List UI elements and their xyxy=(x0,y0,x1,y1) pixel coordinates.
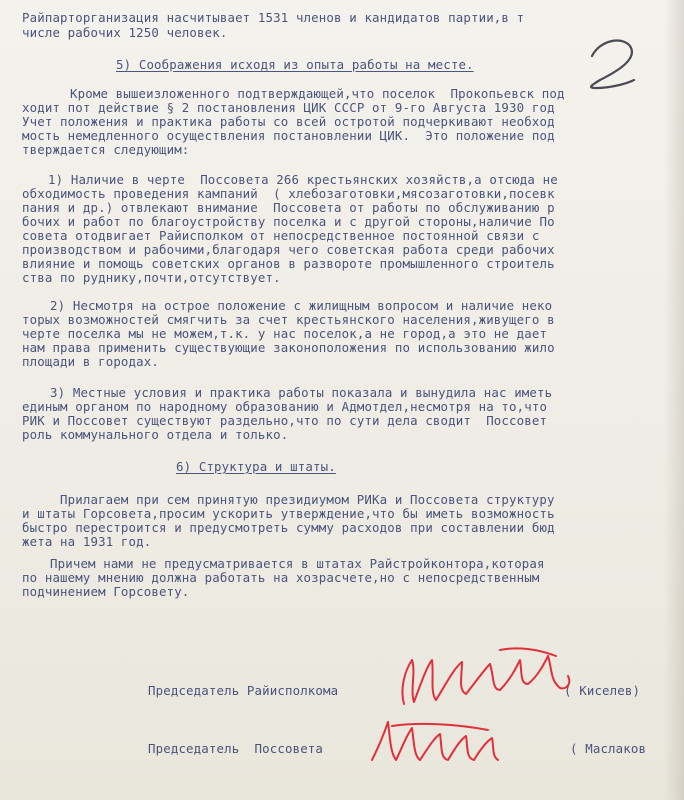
paragraph-line: и штаты Горсовета,просим ускорить утверждение,что бы иметь возможность xyxy=(22,506,555,521)
paragraph-line: 2) Несмотря на острое положение с жилищным вопросом и наличие неко xyxy=(50,298,553,313)
paragraph-line: производством и рабочими,благодаря чего советская работа среди рабочих xyxy=(22,242,555,257)
paragraph-line: быстро перестроится и предусмотреть сумму расходов при составлении бюд xyxy=(22,520,555,535)
page-edge-shadow xyxy=(664,0,684,800)
paragraph-line: обходимость проведения кампаний ( хлебозаготовки,мясозаготовки,посевк xyxy=(22,186,555,201)
paragraph-line: подчинением Горсовету. xyxy=(22,584,190,599)
paragraph-line: Причем нами не предусматривается в штатах Райстройконтора,которая xyxy=(50,556,545,571)
paragraph-line: бочих и работ по благоустройству поселка и с другой стороны,наличие По xyxy=(22,214,555,229)
signature-title-possovet: Председатель Поссовета xyxy=(148,741,324,756)
section-6-heading: 6) Структура и штаты. xyxy=(176,459,336,474)
paragraph-line: пания и др.) отвлекают внимание Поссовета от работы по обслуживанию р xyxy=(22,200,555,215)
intro-line-1: Райпарторганизация насчитывает 1531 членов и кандидатов партии,в т xyxy=(22,10,525,25)
paragraph-line: Учет положения и практика работы со всей остротой подчеркивают необход xyxy=(22,114,555,129)
paragraph-line: черте поселка мы не можем,т.к. у нас поселок,а не город,а это не дает xyxy=(22,326,548,341)
paragraph-line: жета на 1931 год. xyxy=(22,534,152,549)
paragraph-line: по нашему мнению должна работать на хозрасчете,но с непосредственным xyxy=(22,570,540,585)
paragraph-line: нам права применить существующие законоположения по использованию жило xyxy=(22,340,555,355)
paragraph-line: РИК и Поссовет существуют раздельно,что по сути дела сводит Поссовет xyxy=(22,413,548,428)
signature-name-kiselev: ( Киселев) xyxy=(564,683,641,698)
signature-name-maslakov: ( Маслаков xyxy=(570,741,647,756)
paragraph-line: мость немедленного осуществления постановлении ЦИК. Это положение под xyxy=(22,128,555,143)
paragraph-line: Кроме вышеизложенного подтверждающей,что поселок Прокопьевск под xyxy=(70,86,565,101)
paragraph-line: 3) Местные условия и практика работы показала и вынудила нас иметь xyxy=(50,385,553,400)
paragraph-line: тверждается следующим: xyxy=(22,142,190,157)
intro-line-2: числе рабочих 1250 человек. xyxy=(22,25,228,40)
paragraph-line: единым органом по народному образованию и Адмотдел,несмотря на то,что xyxy=(22,399,548,414)
section-5-heading: 5) Соображения исходя из опыта работы на месте. xyxy=(116,57,474,72)
paragraph-line: Прилагаем при сем принятую президиумом РИКа и Поссовета структуру xyxy=(60,492,555,507)
paragraph-line: совета отодвигает Райисполком от непосредственное постоянной связи с xyxy=(22,228,540,243)
signature-mark-maslakov xyxy=(372,722,498,760)
paragraph-line: 1) Наличие в черте Поссовета 266 крестьянских хозяйств,а отсюда не xyxy=(48,172,558,187)
signature-title-raiispolkom: Председатель Райисполкома xyxy=(148,683,339,698)
paragraph-line: роль коммунального отдела и только. xyxy=(22,427,289,442)
paragraph-line: ходит пот действие § 2 постановления ЦИК СССР от 9-го Августа 1930 год xyxy=(22,100,555,115)
paragraph-line: влияние и помощь советских органов в развороте промышленного строитель xyxy=(22,256,555,271)
paragraph-line: торых возможностей смягчить за счет крестьянского населения,живущего в xyxy=(22,312,555,327)
signature-mark-kiselev xyxy=(402,648,569,704)
paragraph-line: площади в городах. xyxy=(22,354,159,369)
paragraph-line: ства по руднику,почти,отсутствует. xyxy=(22,270,281,285)
